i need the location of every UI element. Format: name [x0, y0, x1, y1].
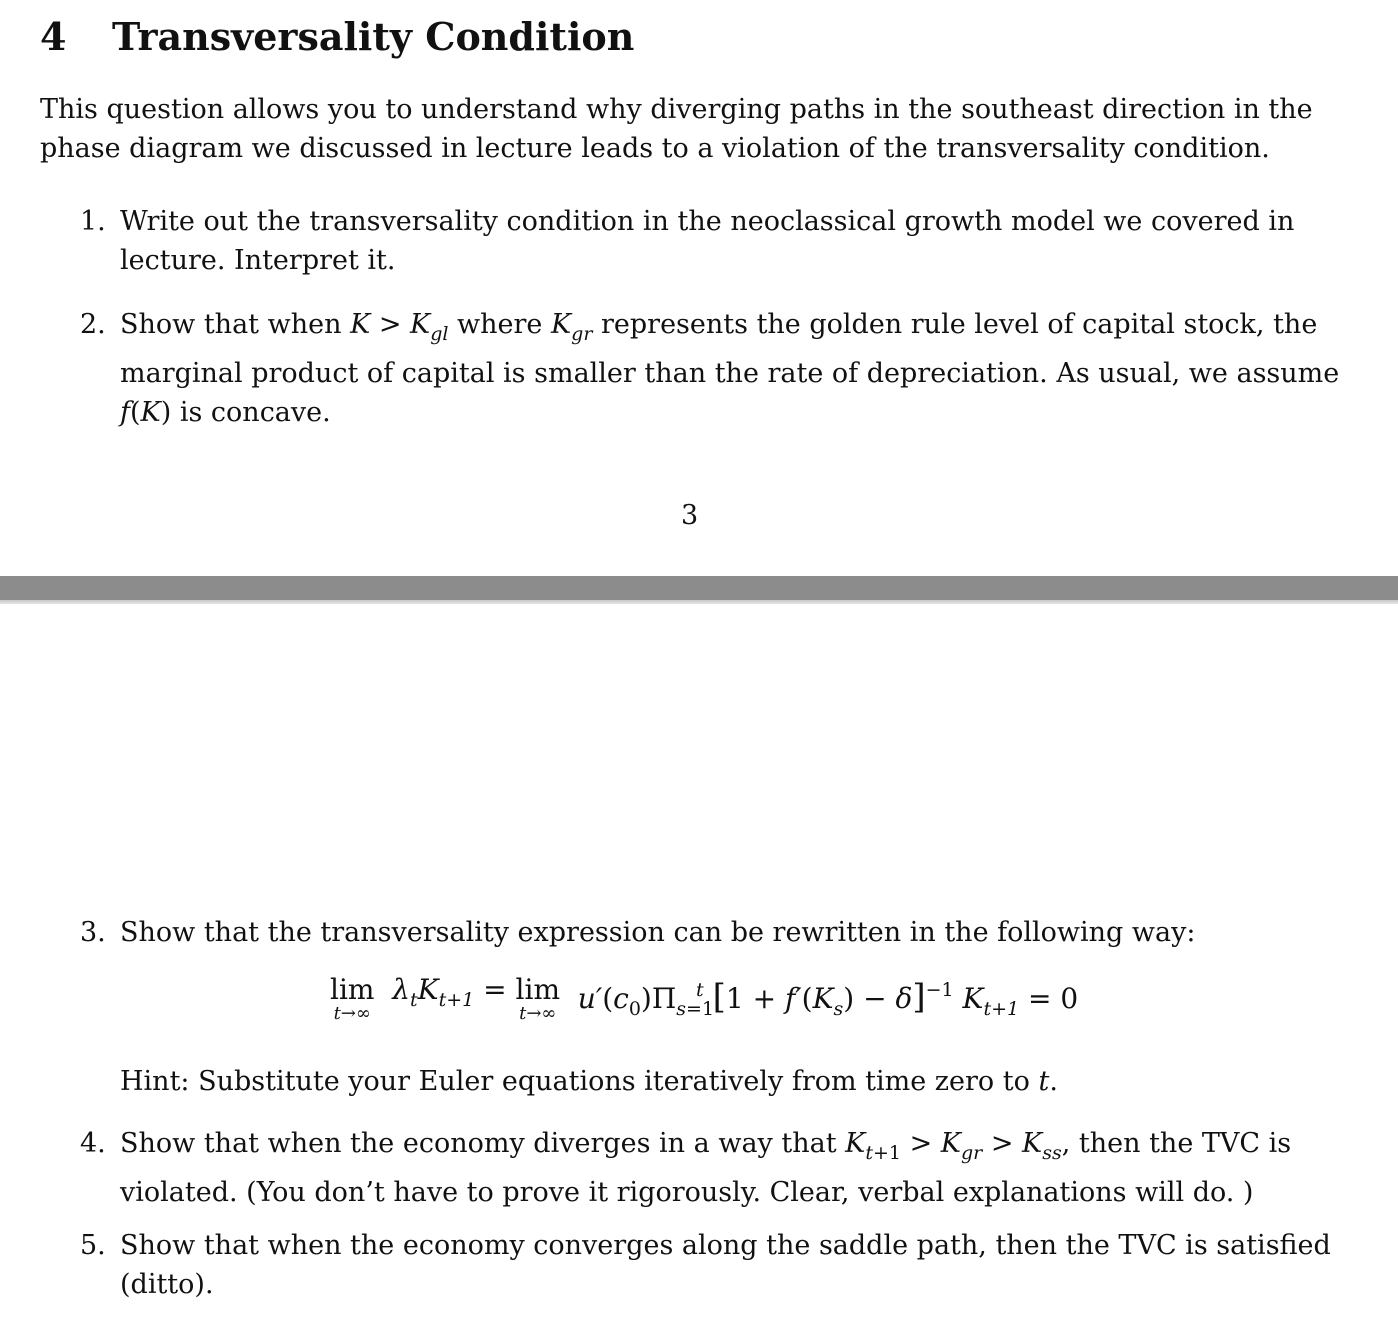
- page-separator: [0, 576, 1398, 604]
- eq-rhs: $u'(c_0)\Pi_{s=1}^t$ $[1 + f'(K_s) - \delta]^{-1}$ $K_{t+1} = 0$: [568, 977, 1079, 1020]
- item-number: 2.: [80, 309, 106, 340]
- section-number: 4: [40, 14, 67, 59]
- math-k-greater-kgl: $K > K_{gl}$: [350, 309, 449, 345]
- lim-right: lim t→∞: [515, 973, 560, 1024]
- hint-end: .: [1049, 1066, 1058, 1097]
- tvc-equation: [330, 975, 1078, 1035]
- item-2-text-b: where: [448, 309, 551, 340]
- section-heading: [40, 14, 634, 59]
- item-3-line-1: Show that the transversality expression can be rewritten in the following way:: [120, 917, 1196, 948]
- math-kgr: $K_{gr}$: [551, 309, 593, 345]
- page-top: [0, 0, 1398, 576]
- item-2-line-2: marginal product of capital is smaller than the rate of depreciation. As usual, we assume: [120, 358, 1340, 389]
- hint-var-t: t: [1038, 1066, 1050, 1097]
- item-number: 5.: [80, 1230, 106, 1261]
- math-k-inequality: $K_{t+1} > K_{gr} > K_{ss}$: [845, 1128, 1062, 1164]
- item-2-text-a: Show that when: [120, 309, 351, 340]
- item-4-line-1: [120, 1124, 1291, 1173]
- item-number: 4.: [80, 1128, 106, 1159]
- item-number: 3.: [80, 917, 106, 948]
- item-4-text-a: Show that when the economy diverges in a way that: [120, 1128, 846, 1159]
- hint-text: [120, 1062, 1058, 1101]
- page-number: 3: [681, 500, 699, 531]
- intro-paragraph: [40, 90, 1313, 168]
- item-2-text-d: is concave.: [171, 397, 331, 428]
- item-1-line-2: lecture. Interpret it.: [120, 245, 396, 276]
- math-f-of-k: f(K): [120, 397, 172, 428]
- item-2-line-3: [120, 393, 1339, 432]
- item-2-text-c: represents the golden rule level of capital stock, the: [592, 309, 1318, 340]
- item-5-line-2: (ditto).: [120, 1269, 214, 1300]
- eq-lhs: $\lambda_tK_{t+1}$ =: [383, 973, 507, 1011]
- item-number: 1.: [80, 206, 106, 237]
- item-5-line-1: Show that when the economy converges along the saddle path, then the TVC is satisfied: [120, 1230, 1331, 1261]
- item-4-text-b: , then the TVC is: [1061, 1128, 1292, 1159]
- hint-body: Hint: Substitute your Euler equations iteratively from time zero to: [120, 1066, 1039, 1097]
- section-title: Transversality Condition: [112, 14, 635, 59]
- intro-line-1: This question allows you to understand why diverging paths in the southeast direction in the: [40, 94, 1313, 125]
- item-4-line-2: violated. (You don’t have to prove it rigorously. Clear, verbal explanations will do. ): [120, 1177, 1254, 1208]
- intro-line-2: phase diagram we discussed in lecture leads to a violation of the transversality condition.: [40, 133, 1270, 164]
- item-2-line-1: [120, 305, 1339, 354]
- item-1-line-1: Write out the transversality condition in the neoclassical growth model we covered in: [120, 206, 1295, 237]
- lim-left: lim t→∞: [330, 973, 375, 1024]
